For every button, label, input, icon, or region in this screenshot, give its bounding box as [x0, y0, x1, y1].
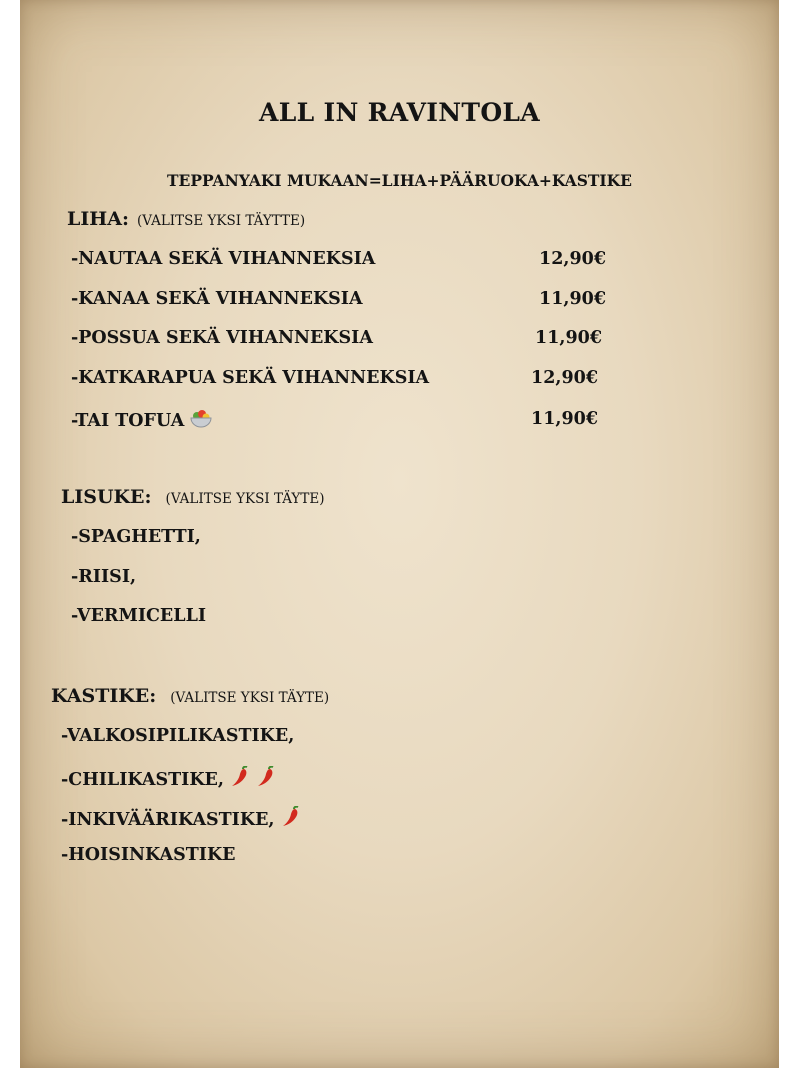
kastike-item: -VALKOSIPILIKASTIKE, [61, 726, 295, 746]
chili-pepper-icon [256, 766, 276, 793]
lisuke-item: -SPAGHETTI, [71, 527, 201, 547]
liha-item: -KATKARAPUA SEKÄ VIHANNEKSIA [71, 368, 430, 388]
lisuke-item: -RIISI, [71, 567, 137, 587]
liha-item-tofu [71, 409, 212, 434]
liha-item: -POSSUA SEKÄ VIHANNEKSIA [71, 328, 373, 348]
liha-item-price: 11,90€ [539, 289, 606, 309]
liha-item: -KANAA SEKÄ VIHANNEKSIA [71, 289, 363, 309]
kastike-item-label: -INKIVÄÄRIKASTIKE, [61, 810, 275, 830]
liha-item-price: 11,90€ [535, 328, 602, 348]
chili-pepper-icon [281, 806, 301, 833]
liha-item-label: -TAI TOFUA [71, 411, 185, 431]
kastike-item: -HOISINKASTIKE [61, 845, 236, 865]
lisuke-item: -VERMICELLI [71, 606, 207, 626]
liha-item: -NAUTAA SEKÄ VIHANNEKSIA [71, 249, 376, 269]
lisuke-note: (VALITSE YKSI TÄYTE) [165, 491, 325, 507]
kastike-note: (VALITSE YKSI TÄYTE) [170, 690, 330, 706]
liha-item-price: 12,90€ [531, 368, 598, 388]
chili-pepper-icon [230, 766, 250, 793]
menu-title: ALL IN RAVINTOLA [259, 98, 540, 127]
liha-heading: LIHA: [67, 208, 129, 230]
menu-subtitle: TEPPANYAKI MUKAAN=LIHA+PÄÄRUOKA+KASTIKE [167, 171, 632, 190]
salad-bowl-icon [190, 409, 212, 434]
lisuke-section-header [61, 486, 324, 508]
liha-item-price: 12,90€ [539, 249, 606, 269]
liha-note: (VALITSE YKSI TÄYTTE) [136, 213, 306, 229]
kastike-item-chili [61, 766, 276, 793]
menu-page [20, 0, 779, 1068]
kastike-item-inkivaari [61, 806, 301, 833]
kastike-heading: KASTIKE: [51, 685, 157, 707]
liha-section-header [67, 208, 305, 230]
kastike-item-label: -CHILIKASTIKE, [61, 770, 224, 790]
lisuke-heading: LISUKE: [61, 486, 152, 508]
liha-item-price: 11,90€ [531, 409, 598, 429]
kastike-section-header [51, 685, 329, 707]
